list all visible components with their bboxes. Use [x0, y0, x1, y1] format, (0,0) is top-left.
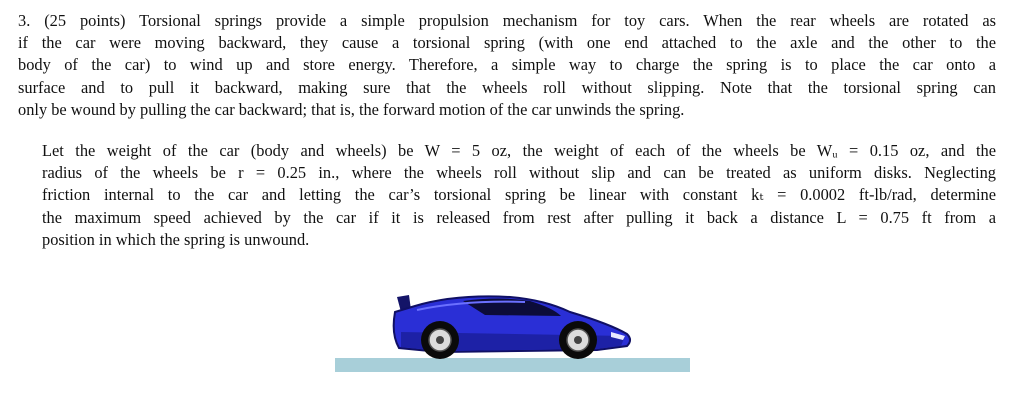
intro-line-2: if the car were moving backward, they cause a torsional spring (with one end attached to the axle and the other to the	[18, 33, 996, 53]
problem-points: (25 points)	[44, 11, 126, 30]
intro-line-3: body of the car) to wind up and store energy. Therefore, a simple way to charge the spring is to place the car onto a	[18, 55, 996, 75]
toy-car-illustration	[335, 288, 690, 374]
given-line-4: the maximum speed achieved by the car if it is released from rest after pulling it back a distance L = 0.75 ft from a	[42, 207, 996, 227]
front-wheel	[559, 321, 597, 359]
ground-strip	[335, 358, 690, 372]
problem-intro-paragraph	[18, 10, 996, 121]
rear-wheel	[421, 321, 459, 359]
given-line-3: friction internal to the car and letting the car’s torsional spring be linear with constant kₜ = 0.0002 ft-lb/rad, determine	[42, 185, 996, 205]
given-line-2: radius of the wheels be r = 0.25 in., where the wheels roll without slip and can be treated as uniform disks. Neglecting	[42, 163, 996, 183]
problem-3	[18, 10, 996, 251]
toy-car-figure	[335, 288, 690, 374]
problem-given-paragraph	[18, 140, 996, 251]
intro-line-1: 3. (25 points) Torsional springs provide a simple propulsion mechanism for toy cars. When the rear wheels are rotated as	[18, 11, 996, 30]
intro-line-5: only be wound by pulling the car backward; that is, the forward motion of the car unwinds the spring.	[18, 99, 685, 119]
intro-line-4: surface and to pull it backward, making sure that the wheels roll without slipping. Note that the torsional spring can	[18, 77, 996, 97]
given-line-5: position in which the spring is unwound.	[42, 229, 310, 249]
given-line-1: Let the weight of the car (body and wheels) be W = 5 oz, the weight of each of the wheels be Wᵤ = 0.15 oz, and the	[42, 141, 996, 161]
problem-number: 3.	[18, 11, 31, 30]
